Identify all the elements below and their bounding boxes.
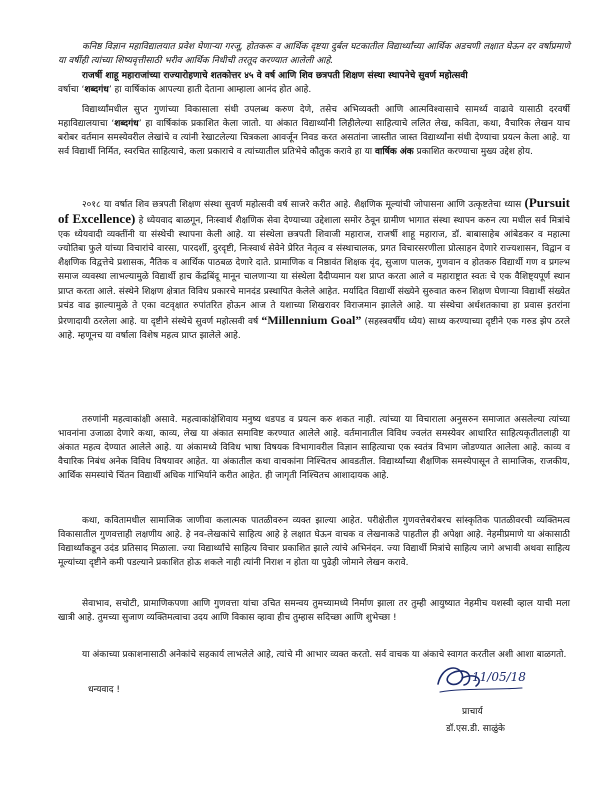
purpose-text-c: प्रकाशित करण्याचा मुख्य उद्देश होय.: [416, 147, 533, 158]
wishes-text: सेवाभाव, सचोटी, प्रामाणिकपणा आणि गुणवत्ता यांचा उचित समन्वय तुमच्यामध्ये निर्माण झाला तर तुम्ही आयुष्यात नेहमीच यशस्वी व्हाल याची मला खात्री आहे. तुमच्या सुजाण व्यक्तिमत्वाचा उदय आणि विकास व्हावा हीच तुम्हास सदिच्छा आणि शुभेच्छा !: [58, 599, 570, 624]
magazine-name: शब्दगंध: [84, 85, 109, 95]
purpose-text-a: विद्यार्थ्यांमधील सुप्त गुणांच्या विकासाला संधी उपलब्ध करुण देणे, तसेच अभिव्यक्ती आणि आत्मविश्वासाचे सामर्थ्य वाढावे यासाठी दरवर्षी महाविद्यालयाचा ‘: [58, 105, 570, 130]
annual-issue-highlight: वार्षिक अंक: [375, 147, 414, 158]
literature-paragraph: [58, 514, 570, 570]
magazine-intro-prefix: वर्षाचा ‘: [58, 85, 85, 95]
anniversary-line: [58, 69, 570, 83]
content-overview-text: तरुणांनी महत्वाकांक्षी असावे. महत्वाकांक्षेशिवाय मनुष्य धडपड व प्रयत्न करु शकत नाही. त्यांच्या या विचाराला अनुसरुन समाजात असलेल्या त्यांच्या भावनांना उजाळा देणारे कथा, काव्य, लेख या अंकात समाविष्ट करण्यात आलेले आहे. वर्तमानातील विविध ज्वलंत समस्येवर आधारित साहित्यकृतीतलाही या अंकात महत्व देण्यात आलेले आहे. या अंकामध्ये विविध भाषा विषयक विभागावरील विज्ञान साहित्याचा एक स्वतंत्र विभाग जोडण्यात आलेला आहे. काव्य व वैचारिक निबंध अनेक विविध विषयावर आहेत. या अंकातील कथा वाचकांना निश्चितच आवडतील. विद्यार्थ्यांच्या शैक्षणिक समस्येपासून ते सामाजिक, राजकीय, आर्थिक समस्यांचे चिंतन विद्यार्थी अधिक गांभिर्याने करीत आहेत. ही जागृती निश्चितच आशादायक आहे.: [58, 415, 570, 482]
literature-text: कथा, कवितामधील सामाजिक जाणीवा कलात्मक पातळीवरुन व्यक्त झाल्या आहेत. परीक्षेतील गुणवत्तेबरोबरच सांस्कृतिक पातळीवरची व्यक्तिमत्व विकासातील गुणवत्ताही लक्षणीय आहे. हे नव-लेखकांचे साहित्य आहे हे लक्षात घेऊन वाचक व लेखनाकडे पाहतील ही अपेक्षा आहे. नेहमीप्रमाणे या अंकासाठी विद्यार्थ्यांकडून उदंड प्रतिसाद मिळाला. ज्या विद्यार्थ्यांचे साहित्य विचार प्रकाशित झाले त्यांचे अभिनंदन. ज्या विद्यार्थी मित्रांचे साहित्य जागे अभावी अथवा साहित्य मूल्यांच्या दृष्टीने कमी पडल्याने प्रकाशित होऊ शकले नाही त्यांनी निराश न होता या पुढेही जोमाने लेखन करावे.: [58, 516, 570, 569]
acknowledgement-text: या अंकाच्या प्रकाशनासाठी अनेकांचे सहकार्य लाभलेले आहे, त्यांचे मी आभार व्यक्त करतो. सर्व वाचक या अंकाचे स्वागत करतील अशी आशा बाळगतो.: [82, 650, 567, 660]
signature-date: 11/05/18: [472, 670, 526, 684]
wishes-paragraph: [58, 597, 570, 625]
magazine-intro-suffix: ’ हा वार्षिकांक आपल्या हाती देताना आम्हाला आनंद होत आहे.: [108, 85, 312, 95]
thanks-line: धन्यवाद !: [88, 685, 120, 695]
purpose-text-b: ’ हा वार्षिकांक प्रकाशित केला जातो. या अंकात विद्यार्थ्यांनी लिहीलेल्या साहित्याचे ललित लेख, कविता, कथा, वैचारिक लेखन याच बरोबर वर्तमान समस्येवरील लेखांचे व त्यांनी रेखाटलेल्या चित्रकला आवर्जून निवड करत असतांना जास्तीत जास्त विद्यार्थ्यांना संधी देण्याचा प्रयत्न केला आहे. या सर्व विद्यार्थी निर्मित, स्वरचित साहित्याचे, कला प्रकाराचे व त्यांच्यातील प्रतिभेचे कौतुक करावे हा या: [58, 119, 571, 158]
pursuit-of-excellence-motto: (Pursuit of Excellence): [58, 195, 570, 227]
history-text-b: हे ध्येयवाद बाळगून, निःस्वार्थ शैक्षणिक सेवा देण्याच्या उद्देशाला समोर ठेवून ग्रामीण भागात संस्था स्थापन करुन त्या मधील सर्व मित्रांचे एक ध्येयवादी व्यक्तींनी या संस्थेची स्थापना केली आहे. या संस्थेला छत्रपती शिवाजी महाराज, राजर्षी शाहू महाराज, डॉ. बाबासाहेब आंबेडकर व महात्मा ज्योतिबा फुले यांच्या विचारांचे वारसा, पारदर्शी, दुरदृष्टी, निःस्वार्थ सेवेने प्रेरित नेतृत्व व संस्थाचालक, प्रगत विचारसरणीला प्रोत्साहन देणारे राज्यशासन, विद्वान व शैक्षणिक विद्वत्तेचे प्रशासक, नैतिक व आर्थिक पाठबळ देणारे दाते. प्रामाणिक व निष्ठावंत शिक्षक वृंद, सुजाण पालक, गुणवान व होतकरु विद्यार्थी गण व प्रगल्भ समाज व्यवस्था लाभल्यामुळे विद्यार्थी हाच केंद्रबिंदू मानून चालणाऱ्या या संस्थेला दैदीप्यमान यश प्राप्त करता आले व महाराष्ट्रात स्वतः चे एक वैशिष्ट्यपूर्ण स्थान प्राप्त करता आले. संस्थेने शिक्षण क्षेत्रात विविध प्रकारचे मानदंड प्रस्थापित केलेले आहेत. मर्यादित विद्यार्थी संख्येने सुरुवात करुन शिक्षण घेणाऱ्या विद्यार्थी संख्येत प्रचंड वाढ झाल्यामुळे ते एका वटवृक्षात रुपांतरित होऊन आज ते यशाच्या शिखरावर विराजमान झालेले आहे. या संस्थेचा अर्धशतकाचा हा प्रवास इतरांना प्रेरणादायी ठरलेला आहे. या दृष्टीने संस्थेचे सुवर्ण महोत्सवी वर्ष: [58, 216, 570, 327]
purpose-paragraph: [58, 103, 570, 159]
millennium-goal-motto: “Millennium Goal”: [261, 312, 362, 327]
history-text-c: (सहस्त्रवर्षीय ध्येय) साध्य करण्याच्या दृष्टीने एक गरुड झेप ठरले आहे. म्हणूनच या वर्षाला विशेष महत्व प्राप्त झालेले आहे.: [58, 316, 570, 341]
principal-title: प्राचार्य: [462, 707, 483, 717]
scholarship-text: कनिष्ठ विज्ञान महाविद्यालयात प्रवेश घेणाऱ्या गरजू, होतकरू व आर्थिक दृष्टया दुर्बल घटकातील विद्यार्थ्यांच्या आर्थिक अडचणी लक्षात घेऊन दर वर्षाप्रमाणे या वर्षीही त्यांच्या शिष्यवृत्तीसाठी भरीव आर्थिक निधीची तरतूद करण्यात आलेली आहे.: [58, 42, 570, 67]
principal-name: डॉ.एस.डी. साळुंके: [446, 724, 505, 734]
institution-history-paragraph: [58, 196, 570, 343]
intro-scholarship-paragraph: [58, 40, 570, 68]
magazine-name-2: शब्दगंध: [114, 119, 139, 130]
magazine-intro-line: [58, 83, 570, 97]
content-overview-paragraph: [58, 413, 570, 483]
history-text-a: २०१८ या वर्षात शिव छत्रपती शिक्षण संस्था सुवर्ण महोत्सवी वर्ष साजरे करीत आहे. शैक्षणिक मूल्यांची जोपासना आणि उत्कृष्टतेचा ध्यास: [82, 200, 522, 210]
anniversary-text: राजर्षी शाहू महाराजांच्या राज्यारोहणाचे शतकोत्तर ४५ वे वर्ष आणि शिव छत्रपती शिक्षण संस्था स्थापनेचे सुवर्ण महोत्सवी: [82, 71, 468, 81]
